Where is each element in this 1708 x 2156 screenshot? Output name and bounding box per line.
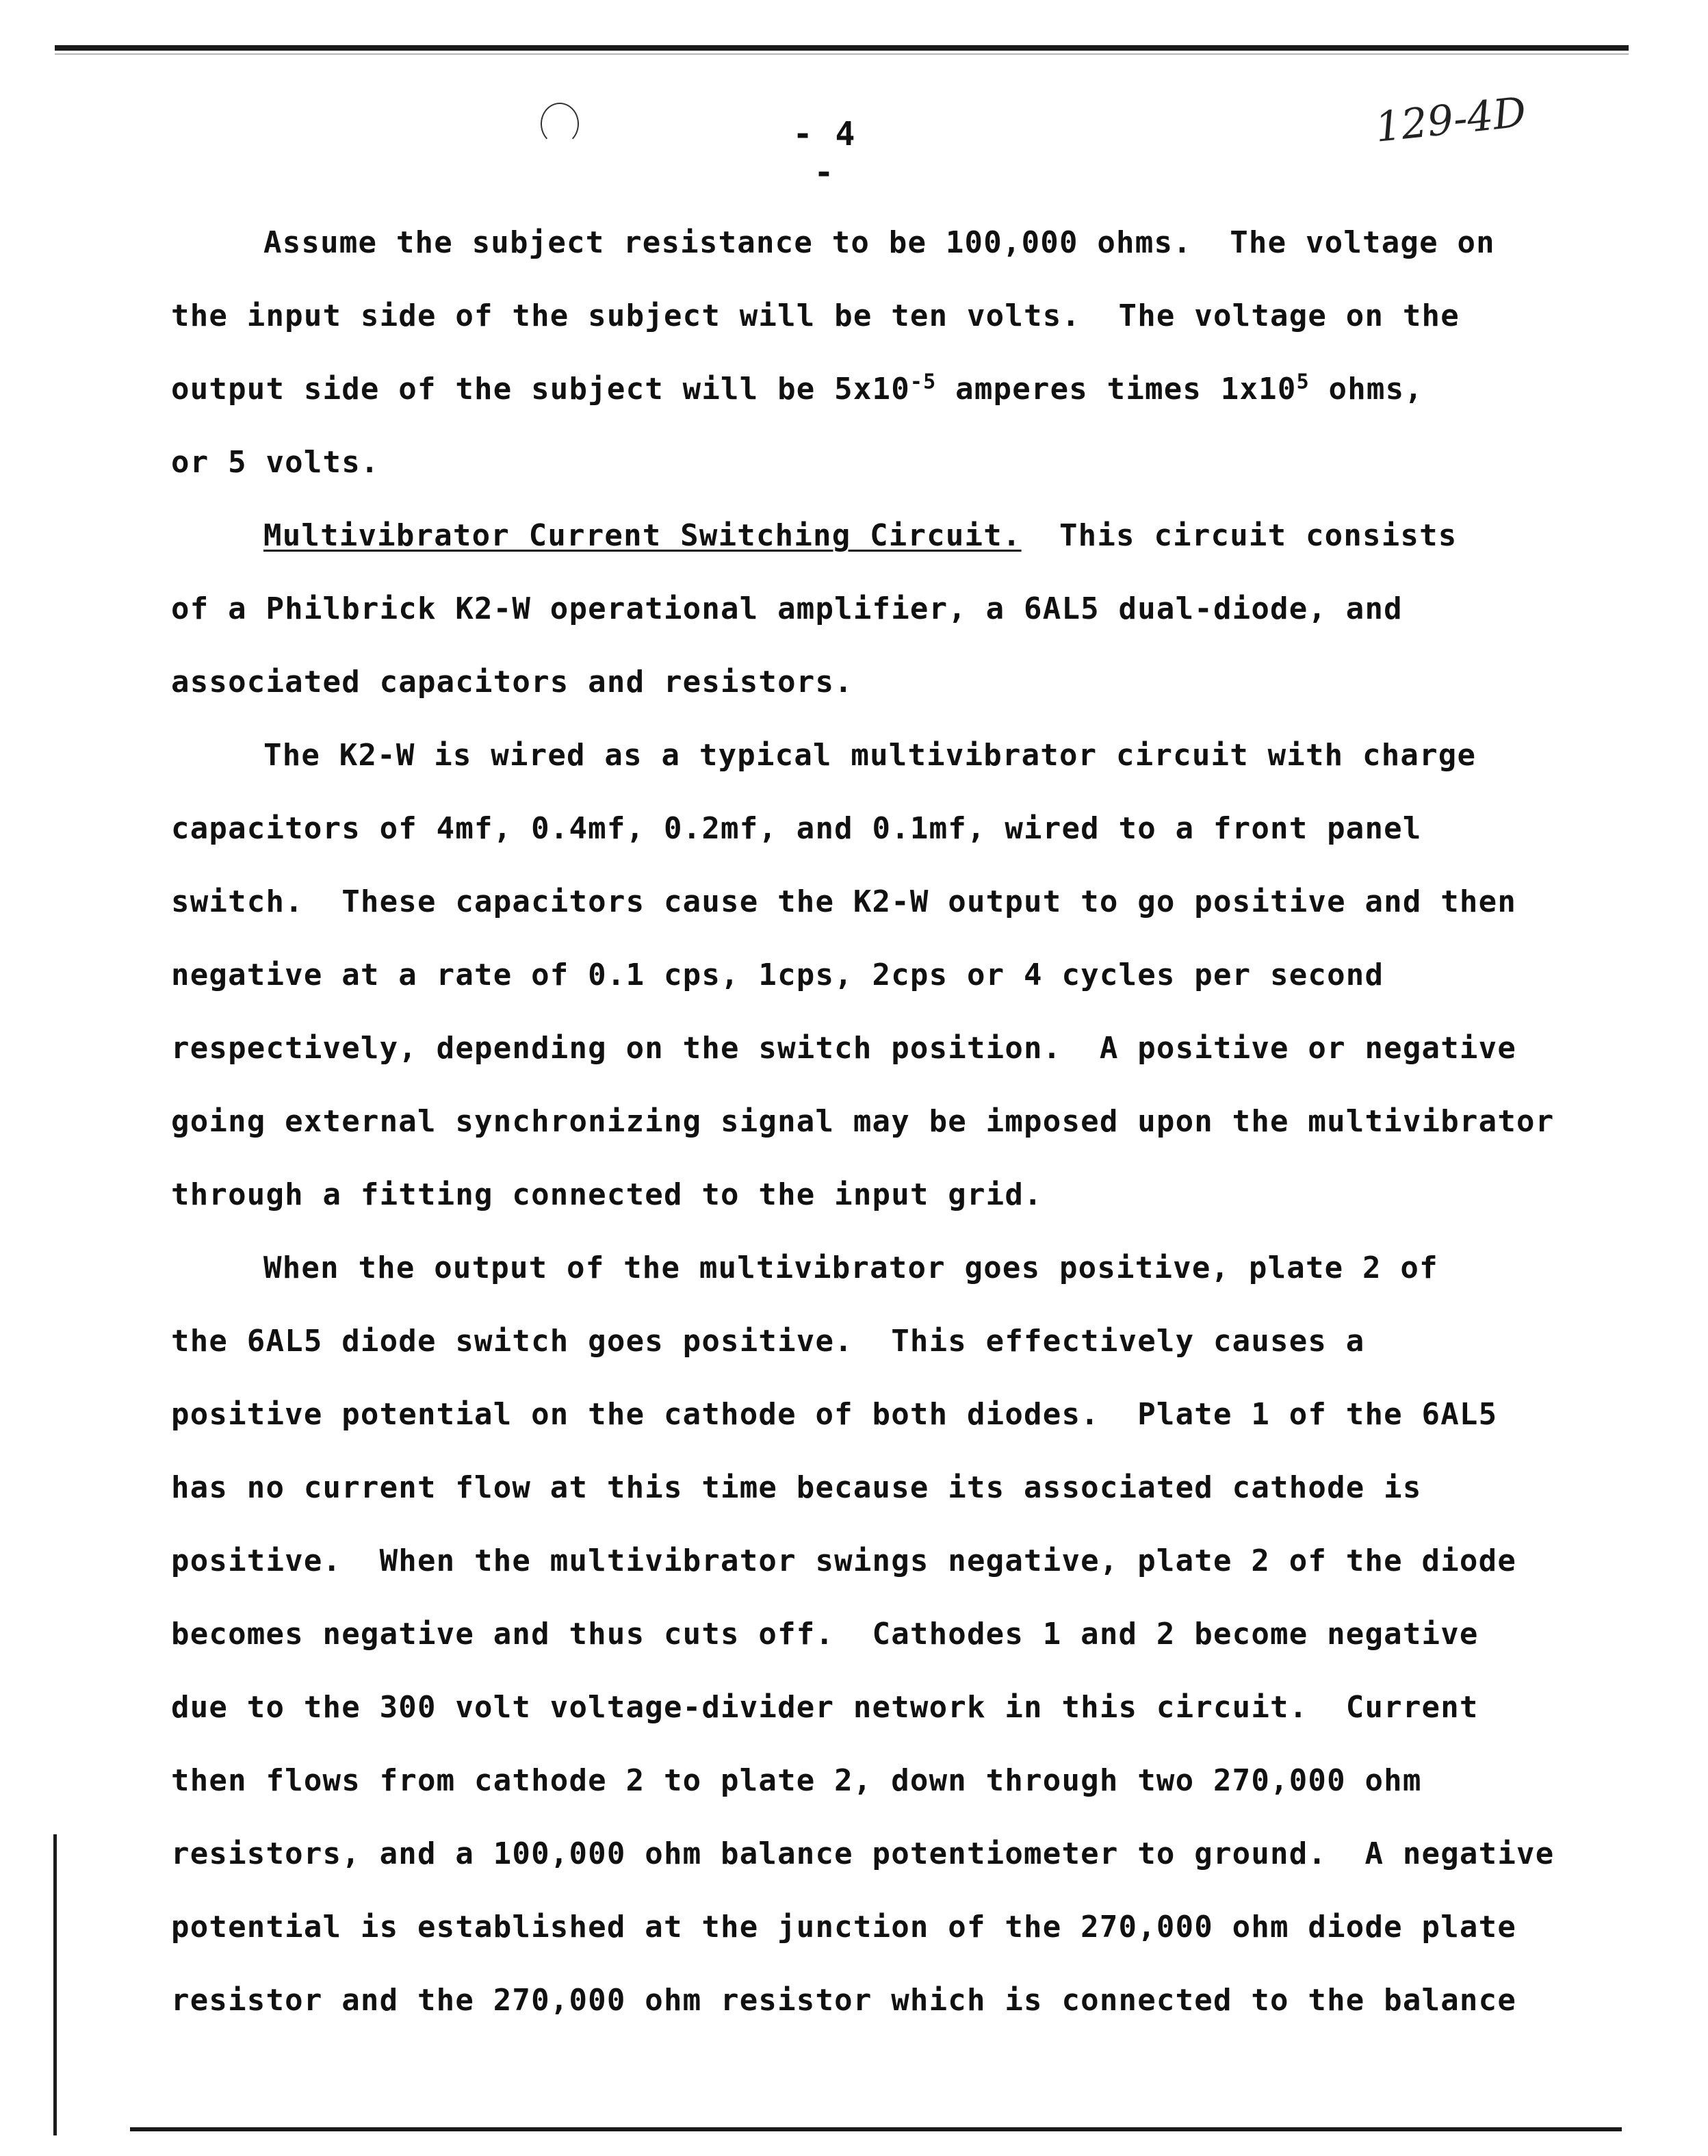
exponent: 5 — [1296, 370, 1310, 394]
text-line: respectively, depending on the switch position. A positive or negative — [171, 1031, 1517, 1066]
text-line: or 5 volts. — [171, 445, 380, 480]
text-line: resistor and the 270,000 ohm resistor which is connected to the balance — [171, 1983, 1517, 2018]
exponent: -5 — [909, 370, 937, 394]
text-line: capacitors of 4mf, 0.4mf, 0.2mf, and 0.1mf, wired to a front panel — [171, 811, 1422, 846]
text-segment: output side of the subject will be 5x10 — [171, 372, 910, 407]
text-line: resistors, and a 100,000 ohm balance potentiometer to ground. A negative — [171, 1836, 1555, 1871]
text-line: becomes negative and thus cuts off. Cathodes 1 and 2 become negative — [171, 1617, 1479, 1652]
text-line: due to the 300 volt voltage-divider network in this circuit. Current — [171, 1690, 1479, 1725]
text-line: going external synchronizing signal may be imposed upon the multivibrator — [171, 1104, 1555, 1139]
text-line: positive. When the multivibrator swings negative, plate 2 of the diode — [171, 1543, 1517, 1578]
top-border-rule — [55, 45, 1629, 51]
body-text — [171, 222, 1594, 2053]
page-number: - 4 - — [792, 115, 857, 192]
text-line: then flows from cathode 2 to plate 2, down through two 270,000 ohm — [171, 1763, 1422, 1798]
text-line: Assume the subject resistance to be 100,000 ohms. The voltage on — [263, 225, 1495, 260]
top-border-shadow — [55, 53, 1629, 55]
pencil-mark — [541, 103, 579, 145]
text-line: associated capacitors and resistors. — [171, 665, 853, 700]
text-line: of a Philbrick K2-W operational amplifier, a 6AL5 dual-diode, and — [171, 591, 1403, 626]
text-line: the 6AL5 diode switch goes positive. This effectively causes a — [171, 1324, 1365, 1359]
text-line: switch. These capacitors cause the K2-W output to go positive and then — [171, 884, 1517, 919]
left-margin-rule — [53, 1834, 57, 2135]
handwritten-annotation: 129-4D — [1373, 88, 1529, 152]
text-line: through a fitting connected to the input grid. — [171, 1177, 1043, 1212]
text-segment: ohms, — [1309, 372, 1423, 407]
section-heading: Multivibrator Current Switching Circuit. — [263, 518, 1022, 553]
text-line: the input side of the subject will be ten volts. The voltage on the — [171, 298, 1460, 333]
text-line: has no current flow at this time because its associated cathode is — [171, 1470, 1422, 1505]
text-segment: amperes times 1x10 — [936, 372, 1297, 407]
text-line: When the output of the multivibrator goes positive, plate 2 of — [263, 1250, 1438, 1285]
text-line: The K2-W is wired as a typical multivibrator circuit with charge — [263, 738, 1477, 773]
text-line: negative at a rate of 0.1 cps, 1cps, 2cps or 4 cycles per second — [171, 958, 1384, 992]
section-heading-line — [171, 515, 1594, 589]
text-segment: This circuit consists — [1021, 518, 1458, 553]
text-line: potential is established at the junction of the 270,000 ohm diode plate — [171, 1910, 1517, 1945]
text-line-with-exponents — [171, 369, 1594, 442]
text-line: positive potential on the cathode of both diodes. Plate 1 of the 6AL5 — [171, 1397, 1498, 1432]
bottom-border-rule — [130, 2127, 1622, 2131]
